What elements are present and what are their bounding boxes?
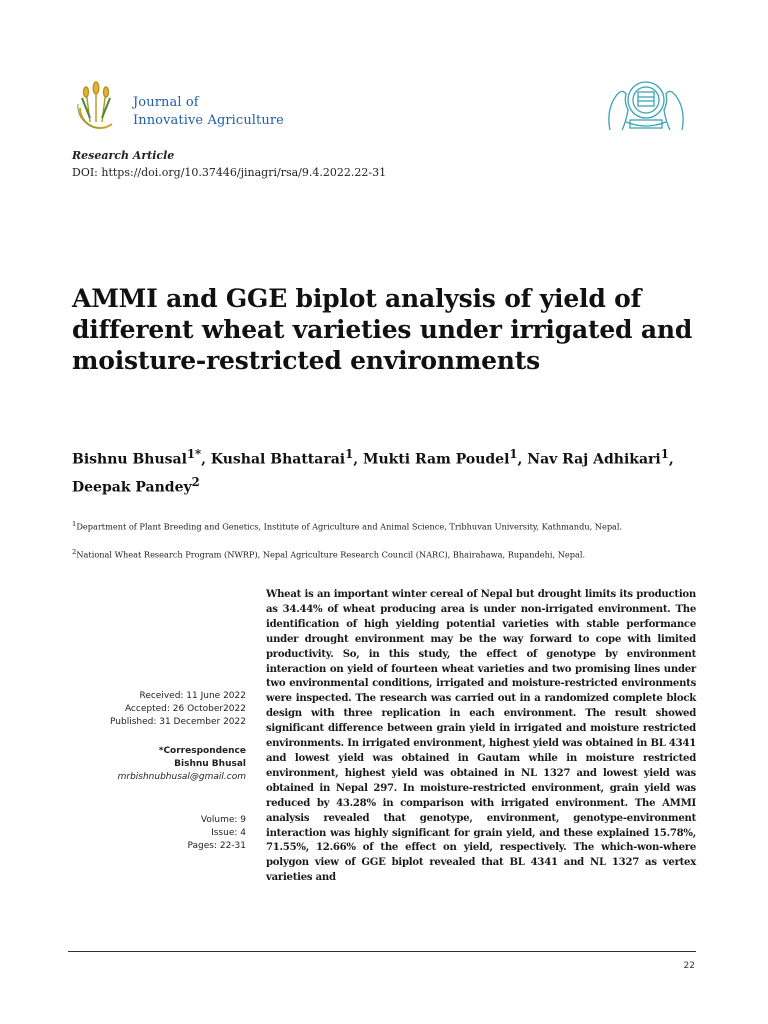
author-name: Kushal Bhattarai	[210, 451, 346, 468]
journal-name-line1: Journal of	[133, 95, 199, 110]
received-date: Received: 11 June 2022	[139, 691, 246, 701]
article-dates	[110, 690, 246, 729]
author-separator: ,	[353, 451, 363, 468]
affiliation-mark: 2	[72, 548, 77, 556]
pages: Pages: 22-31	[187, 841, 246, 851]
author-affiliation-mark: 1	[509, 447, 518, 461]
author-separator: ,	[201, 451, 211, 468]
journal-name	[133, 94, 284, 130]
author-name: Deepak Pandey	[72, 479, 192, 496]
issue: Issue: 4	[211, 828, 246, 838]
accepted-date: Accepted: 26 October2022	[124, 704, 246, 714]
page-number: 22	[683, 961, 695, 971]
article-type: Research Article	[72, 149, 175, 162]
footer-divider	[68, 951, 696, 952]
journal-logo-icon	[72, 78, 124, 134]
issue-info	[187, 814, 246, 853]
author-affiliation-mark: 1*	[186, 447, 202, 461]
affiliation-text: Department of Plant Breeding and Genetics, Institute of Agriculture and Animal Science, Tribhuvan University, Kathmandu, Nepal.	[76, 521, 623, 532]
correspondence-email[interactable]: mrbishnubhusal@gmail.com	[117, 772, 246, 782]
author-name: Bishnu Bhusal	[72, 451, 187, 468]
author-name: Nav Raj Adhikari	[527, 451, 661, 468]
author-separator: ,	[668, 451, 674, 468]
author-affiliation-mark: 1	[660, 447, 669, 461]
author-affiliation-mark: 1	[345, 447, 354, 461]
author-name: Mukti Ram Poudel	[362, 451, 510, 468]
journal-name-line2: Innovative Agriculture	[133, 113, 284, 128]
correspondence-block	[118, 745, 246, 784]
author-separator: ,	[517, 451, 528, 468]
doi-link[interactable]: DOI: https://doi.org/10.37446/jinagri/rsa/9.4.2022.22-31	[72, 166, 387, 179]
affiliation-mark: 1	[72, 520, 77, 528]
published-date: Published: 31 December 2022	[110, 717, 246, 727]
author-list	[72, 443, 712, 498]
correspondence-name: Bishnu Bhusal	[174, 759, 246, 769]
volume: Volume: 9	[200, 815, 246, 825]
abstract-text: Wheat is an important winter cereal of Nepal but drought limits its production as 34.44% of wheat producing area is under non-irrigated environment. The identification of high yielding potential varieties with stable performance under drought environment may be the way forward to cope with limited productivity. So, in this study, the effect of genotype by environment interaction on yield of fourteen wheat varieties and two promising lines under two environmental conditions, irrigated and moisture-restricted environments were inspected. The research was carried out in a randomized complete block design with three replication in each environment. The result showed significant difference between grain yield in irrigated and moisture restricted environments. In irrigated environment, highest yield was obtained in BL 4341 and lowest yield was obtained in Gautam while in moisture restricted environment, highest yield was obtained in NL 1327 and lowest yield was obtained in Nepal 297. In moisture-restricted environment, grain yield was reduced by 43.28% in comparison with irrigated environment. The AMMI analysis revealed that genotype, environment, genotype-environment interaction was highly significant for grain yield, and these explained 15.78%, 71.55%, 12.66% of the effect on yield, respectively. The which-won-where polygon view of GGE biplot revealed that BL 4341 and NL 1327 as vertex varieties and	[266, 589, 696, 884]
affiliation	[72, 546, 692, 562]
author-affiliation-mark: 2	[191, 474, 200, 489]
crest-logo-icon	[600, 70, 692, 136]
article-title: AMMI and GGE biplot analysis of yield of different wheat varieties under irrigated and moisture-restricted environments	[72, 284, 693, 375]
correspondence-label: *Correspondence	[158, 746, 246, 756]
affiliation	[72, 518, 692, 534]
affiliation-text: National Wheat Research Program (NWRP), Nepal Agriculture Research Council (NARC), Bhairahawa, Rupandehi, Nepal.	[76, 549, 586, 560]
